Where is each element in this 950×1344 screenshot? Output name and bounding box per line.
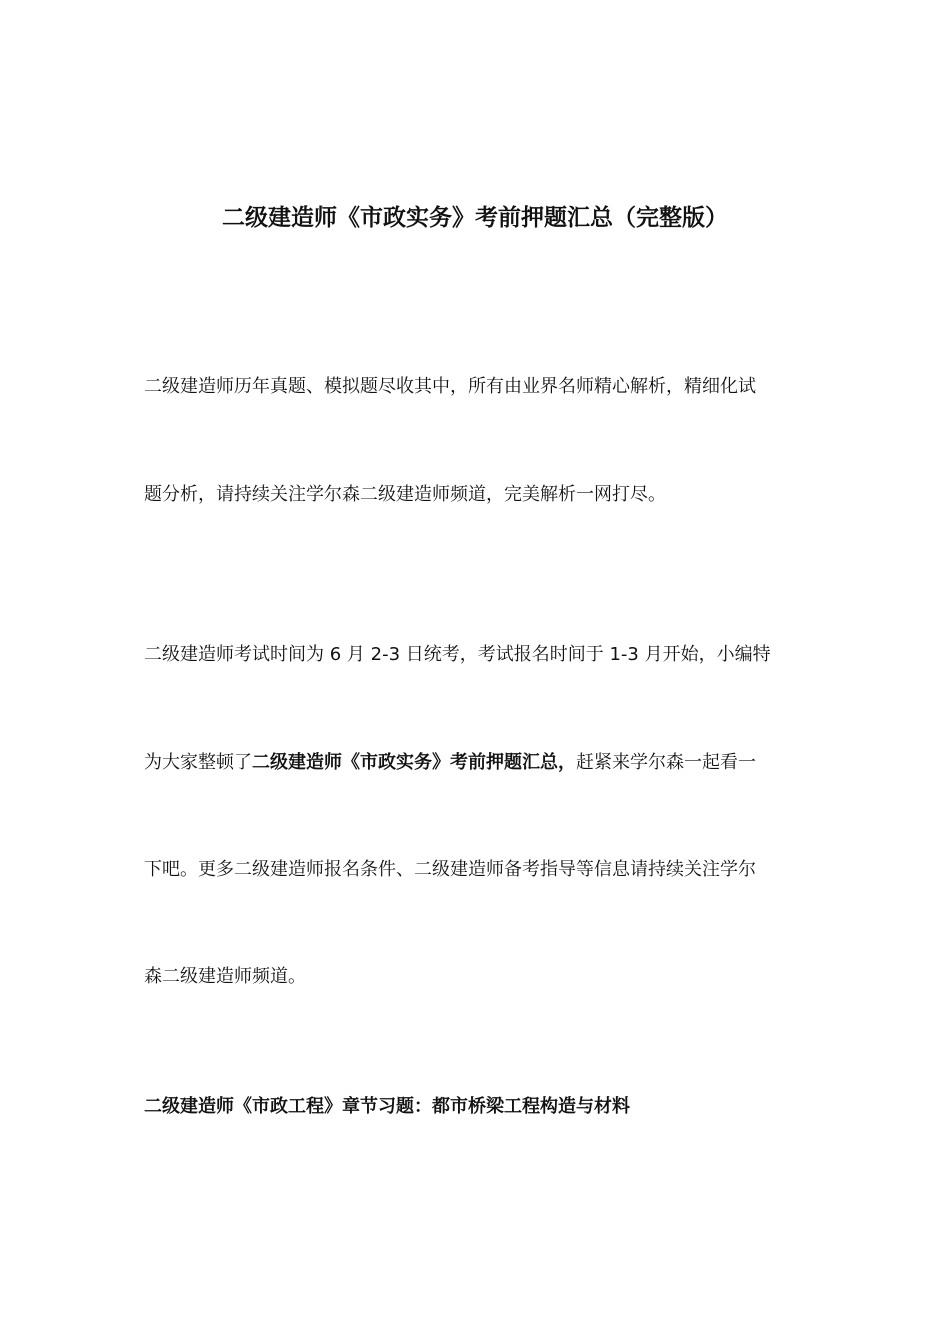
section-heading: 二级建造师《市政工程》章节习题：都市桥梁工程构造与材料 bbox=[144, 1096, 630, 1117]
intro-line-1: 二级建造师历年真题、模拟题尽收其中，所有由业界名师精心解析，精细化试 bbox=[144, 376, 756, 397]
paragraph-line-3: 下吧。更多二级建造师报名条件、二级建造师备考指导等信息请持续关注学尔 bbox=[144, 859, 756, 880]
intro-line-2: 题分析，请持续关注学尔森二级建造师频道，完美解析一网打尽。 bbox=[144, 484, 666, 505]
paragraph-line-2-pre: 为大家整顿了 bbox=[144, 752, 252, 773]
paragraph-line-2 bbox=[144, 748, 824, 778]
paragraph-line-2-bold: 二级建造师《市政实务》考前押题汇总， bbox=[252, 752, 576, 773]
paragraph-line-1: 二级建造师考试时间为 6 月 2-3 日统考，考试报名时间于 1-3 月开始，小编特 bbox=[144, 644, 771, 665]
paragraph-line-4: 森二级建造师频道。 bbox=[144, 966, 306, 987]
paragraph-line-2-post: 赶紧来学尔森一起看一 bbox=[576, 752, 756, 773]
document-title: 二级建造师《市政实务》考前押题汇总（完整版） bbox=[222, 205, 728, 231]
